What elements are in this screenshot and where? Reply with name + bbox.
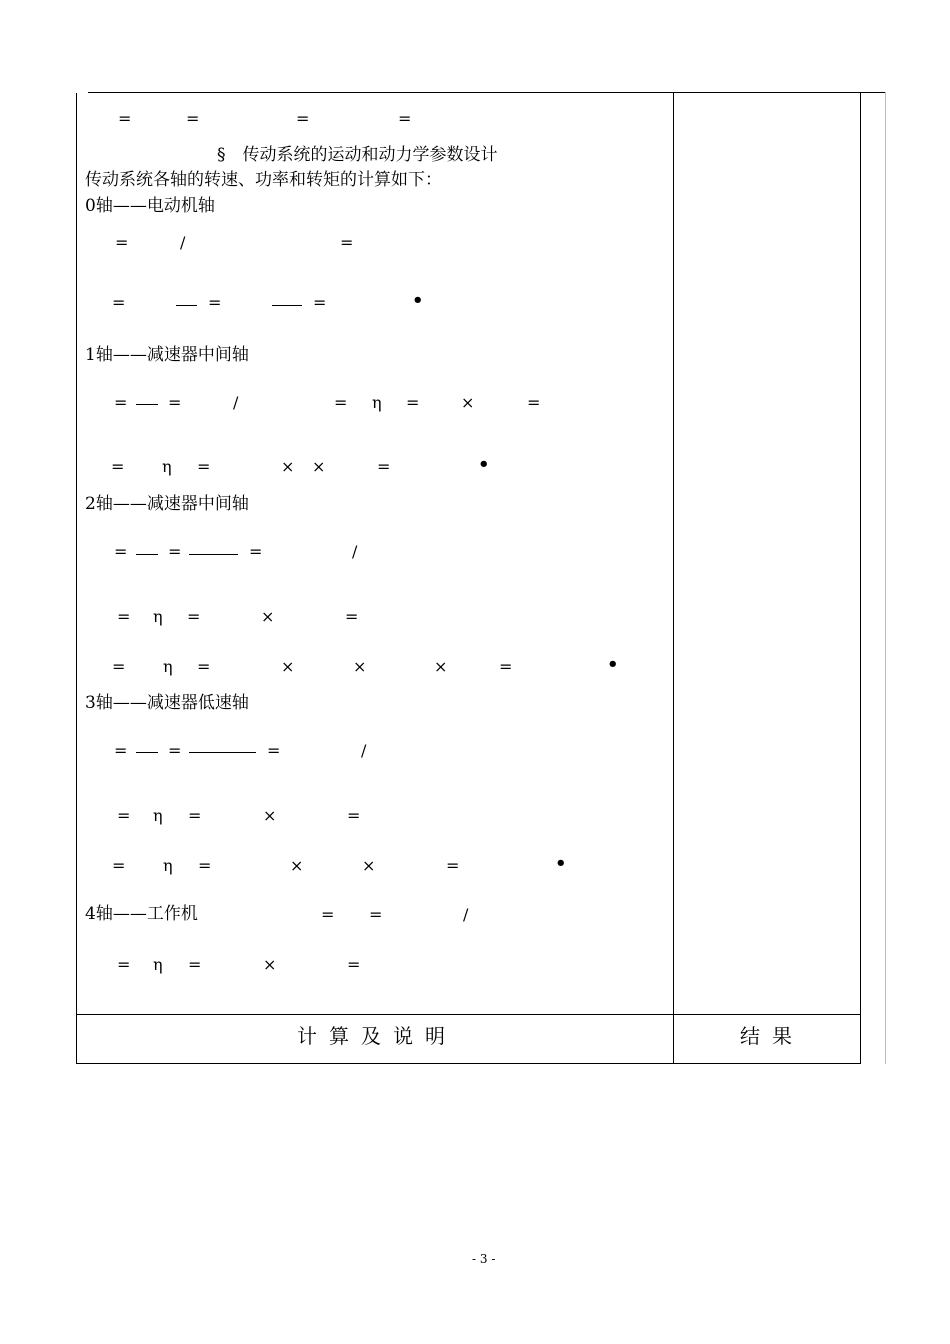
fraction-bar	[176, 305, 197, 306]
eq-sign: =	[112, 293, 126, 312]
table-top-border	[88, 92, 861, 93]
eq-sign: =	[187, 607, 201, 626]
table-top-border-extension	[861, 92, 885, 93]
eq-sign: =	[347, 806, 361, 825]
eq-sign: =	[112, 856, 126, 875]
eq-sign: =	[321, 905, 335, 924]
eq-sign: =	[527, 393, 541, 412]
eq-sign: =	[398, 109, 412, 128]
times-sign: ×	[281, 657, 295, 676]
footer-row-top-border	[76, 1014, 861, 1015]
page-number: - 3 -	[472, 1252, 496, 1266]
eq-sign: =	[249, 542, 263, 561]
slash-sign: /	[233, 393, 239, 412]
eq-sign: =	[296, 109, 310, 128]
fraction-bar	[189, 554, 238, 555]
multiply-dot: •	[412, 290, 424, 311]
eq-sign: =	[377, 457, 391, 476]
fraction-bar	[136, 752, 158, 753]
shaft-2-label: 2轴——减速器中间轴	[85, 494, 249, 514]
multiply-dot: •	[607, 654, 619, 675]
eq-sign: =	[168, 542, 182, 561]
eq-sign: =	[117, 607, 131, 626]
eq-sign: =	[334, 393, 348, 412]
slash-sign: /	[361, 741, 367, 760]
eq-sign: =	[111, 457, 125, 476]
times-sign: ×	[461, 393, 475, 412]
eta-symbol: η	[153, 955, 163, 974]
eq-sign: =	[117, 806, 131, 825]
eq-sign: =	[313, 293, 327, 312]
multiply-dot: •	[478, 454, 490, 475]
multiply-dot: •	[555, 853, 567, 874]
eq-sign: =	[345, 607, 359, 626]
eq-sign: =	[117, 955, 131, 974]
eta-symbol: η	[162, 457, 172, 476]
eq-sign: =	[340, 233, 354, 252]
table-bottom-border	[76, 1063, 861, 1064]
eta-symbol: η	[163, 856, 173, 875]
shaft-4-label: 4轴——工作机	[85, 904, 198, 924]
eq-sign: =	[188, 955, 202, 974]
eq-sign: =	[369, 905, 383, 924]
slash-sign: /	[352, 542, 358, 561]
fraction-bar	[272, 305, 302, 306]
eq-sign: =	[198, 856, 212, 875]
eq-sign: =	[114, 741, 128, 760]
times-sign: ×	[263, 806, 277, 825]
table-right-border	[860, 93, 861, 1064]
eq-sign: =	[347, 955, 361, 974]
fraction-bar	[189, 752, 256, 753]
eq-sign: =	[168, 393, 182, 412]
eq-sign: =	[406, 393, 420, 412]
footer-left-header: 计算及说明	[297, 1024, 457, 1048]
eq-sign: =	[499, 657, 513, 676]
shaft-3-label: 3轴——减速器低速轴	[85, 693, 249, 713]
times-sign: ×	[263, 955, 277, 974]
slash-sign: /	[180, 233, 186, 252]
times-sign: ×	[434, 657, 448, 676]
times-sign: ×	[290, 856, 304, 875]
eq-sign: =	[115, 233, 129, 252]
eq-sign: =	[197, 457, 211, 476]
eq-sign: =	[446, 856, 460, 875]
fraction-bar	[136, 554, 158, 555]
section-title: § 传动系统的运动和动力学参数设计	[217, 145, 498, 165]
times-sign: ×	[312, 457, 326, 476]
page-edge-line	[885, 92, 886, 1064]
eq-sign: =	[208, 293, 222, 312]
intro-text: 传动系统各轴的转速、功率和转矩的计算如下：	[85, 170, 442, 190]
eq-sign: =	[267, 741, 281, 760]
eta-symbol: η	[163, 657, 173, 676]
shaft-1-label: 1轴——减速器中间轴	[85, 345, 249, 365]
eq-sign: =	[114, 542, 128, 561]
table-left-border	[76, 93, 77, 1064]
eq-sign: =	[197, 657, 211, 676]
times-sign: ×	[362, 856, 376, 875]
shaft-0-label: 0轴——电动机轴	[85, 196, 215, 216]
eq-sign: =	[186, 109, 200, 128]
eta-symbol: η	[153, 607, 163, 626]
eq-sign: =	[168, 741, 182, 760]
eq-sign: =	[114, 393, 128, 412]
times-sign: ×	[281, 457, 295, 476]
table-middle-border	[673, 93, 674, 1064]
eta-symbol: η	[153, 806, 163, 825]
footer-right-header: 结果	[740, 1024, 804, 1048]
eq-sign: =	[188, 806, 202, 825]
slash-sign: /	[463, 905, 469, 924]
eq-sign: =	[112, 657, 126, 676]
fraction-bar	[136, 404, 158, 405]
times-sign: ×	[353, 657, 367, 676]
eq-sign: =	[118, 109, 132, 128]
times-sign: ×	[261, 607, 275, 626]
eta-symbol: η	[372, 393, 382, 412]
